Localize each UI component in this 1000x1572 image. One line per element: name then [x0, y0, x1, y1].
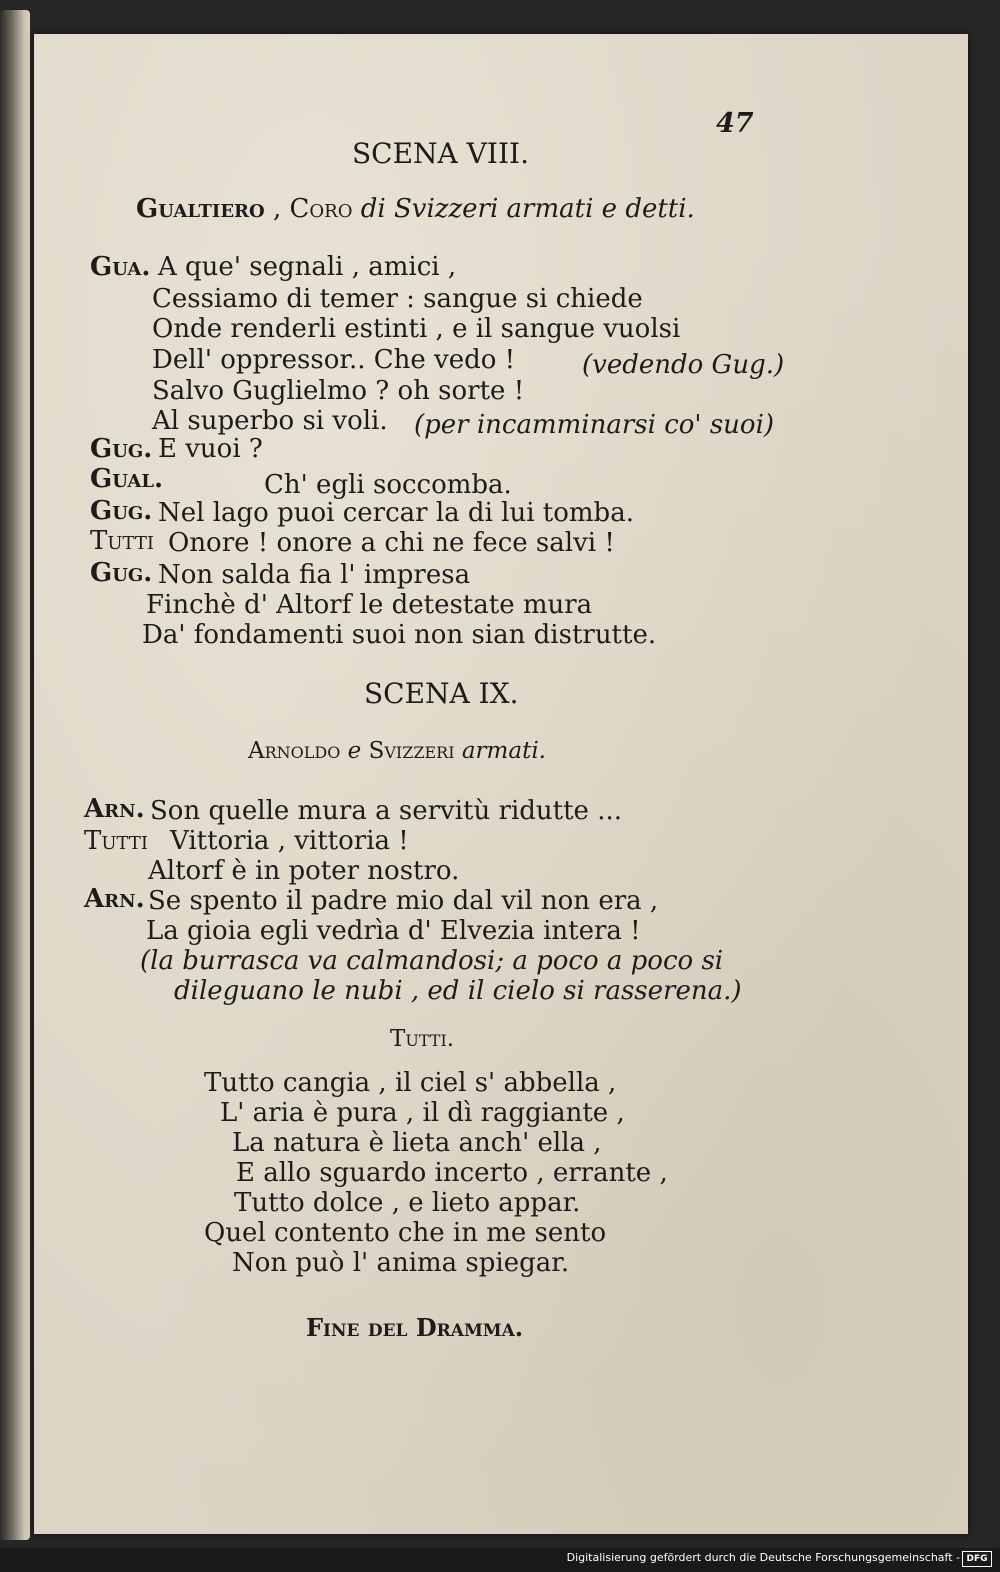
dialogue-line: Nel lago puoi cercar la di lui tomba. — [158, 498, 634, 528]
dialogue-line: Se spento il padre mio dal vil non era , — [148, 886, 659, 916]
stage-direction: (vedendo Gug.) — [582, 350, 785, 380]
dialogue-line: Non salda fia l' impresa — [158, 560, 471, 590]
speaker-label: Tutti — [90, 526, 154, 556]
verse-line: Tutto dolce , e lieto appar. — [234, 1188, 581, 1218]
dialogue-line: Dell' oppressor.. Che vedo ! — [152, 345, 516, 375]
speaker-label: Tutti — [84, 826, 148, 856]
chorus-label: Coro — [289, 194, 353, 224]
dialogue-line: Ch' egli soccomba. — [264, 470, 512, 500]
fine-del-dramma: Fine del Dramma. — [306, 1313, 524, 1342]
dialogue-line: Vittoria , vittoria ! — [170, 826, 409, 856]
speaker-label: Gug. — [90, 434, 153, 464]
dialogue-line: A que' segnali , amici , — [158, 252, 457, 282]
heading-rest: armati. — [461, 738, 546, 764]
character-gualtiero: Gualtiero — [136, 194, 265, 224]
verse-line: La natura è lieta anch' ella , — [232, 1128, 602, 1158]
scene-heading-9 — [248, 740, 546, 763]
scene-title-9: SCENA IX. — [364, 677, 519, 710]
speaker-label: Gua. — [90, 252, 151, 282]
dialogue-line: Salvo Guglielmo ? oh sorte ! — [152, 376, 525, 406]
dialogue-line: Son quelle mura a servitù ridutte ... — [150, 796, 622, 826]
speaker-label: Gug. — [90, 496, 153, 526]
scene-title-8: SCENA VIII. — [352, 137, 529, 170]
svizzeri-label: Svizzeri — [368, 738, 455, 764]
heading-conjunction: e — [347, 738, 362, 764]
dialogue-line: Onde renderli estinti , e il sangue vuolsi — [152, 314, 681, 344]
page-number: 47 — [716, 108, 754, 139]
dialogue-line: Onore ! onore a chi ne fece salvi ! — [168, 528, 615, 558]
speaker-label: Gual. — [90, 464, 164, 494]
dialogue-line: Finchè d' Altorf le detestate mura — [146, 590, 593, 620]
speaker-label: Gug. — [90, 558, 153, 588]
dialogue-line: Da' fondamenti suoi non sian distrutte. — [142, 620, 657, 650]
dialogue-line: La gioia egli vedrìa d' Elvezia intera ! — [146, 916, 641, 946]
book-page — [34, 34, 968, 1534]
verse-line: E allo sguardo incerto , errante , — [236, 1158, 668, 1188]
speaker-label: Arn. — [84, 884, 145, 914]
heading-rest: di Svizzeri armati e detti. — [360, 194, 695, 224]
verse-line: Quel contento che in me sento — [204, 1218, 607, 1248]
footer-credit: Digitalisierung gefördert durch die Deutsche Forschungsgemeinschaft - — [566, 1551, 960, 1564]
chorus-heading: Tutti. — [390, 1026, 455, 1052]
dfg-logo: DFG — [962, 1551, 992, 1567]
dialogue-line: Al superbo si voli. — [152, 406, 388, 436]
character-arnoldo: Arnoldo — [248, 738, 341, 764]
verse-line: Tutto cangia , il ciel s' abbella , — [204, 1068, 617, 1098]
verse-line: L' aria è pura , il dì raggiante , — [220, 1098, 625, 1128]
dialogue-line: Cessiamo di temer : sangue si chiede — [152, 284, 643, 314]
stage-direction: (per incamminarsi co' suoi) — [414, 410, 775, 440]
stage-direction: dileguano le nubi , ed il cielo si rasserena.) — [174, 976, 742, 1006]
verse-line: Non può l' anima spiegar. — [232, 1248, 570, 1278]
dialogue-line: Altorf è in poter nostro. — [148, 856, 460, 886]
book-spine-edge — [0, 10, 30, 1540]
stage-direction: (la burrasca va calmandosi; a poco a poco si — [140, 946, 724, 976]
scene-heading-8: Gualtiero , Coro di Svizzeri armati e detti. — [136, 194, 695, 224]
dialogue-line: E vuoi ? — [158, 434, 263, 464]
speaker-label: Arn. — [84, 794, 145, 824]
